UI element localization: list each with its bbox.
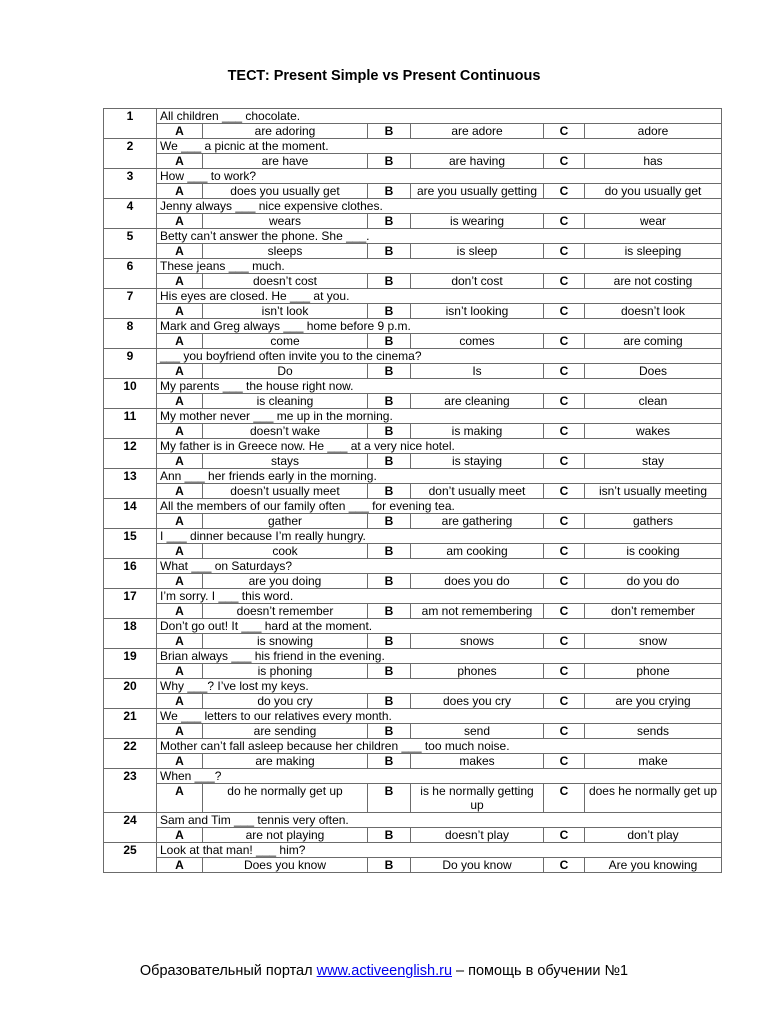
question-row: [104, 619, 722, 634]
options-row: [104, 274, 722, 289]
question-text: My father is in Greece now. He ___ at a very nice hotel.: [157, 439, 722, 454]
options-row: [104, 484, 722, 499]
question-text: We ___ a picnic at the moment.: [157, 139, 722, 154]
option-a: do he normally get up: [203, 784, 368, 813]
option-letter-c: C: [544, 154, 585, 169]
option-a: is cleaning: [203, 394, 368, 409]
options-row: [104, 694, 722, 709]
option-letter-b: B: [368, 454, 411, 469]
option-a: are sending: [203, 724, 368, 739]
option-letter-b: B: [368, 664, 411, 679]
question-text: What ___ on Saturdays?: [157, 559, 722, 574]
option-c: adore: [585, 124, 722, 139]
option-b: Is: [411, 364, 544, 379]
question-text: Don’t go out! It ___ hard at the moment.: [157, 619, 722, 634]
option-a: sleeps: [203, 244, 368, 259]
question-row: [104, 199, 722, 214]
option-c: is sleeping: [585, 244, 722, 259]
option-c: do you usually get: [585, 184, 722, 199]
question-row: [104, 529, 722, 544]
question-text: These jeans ___ much.: [157, 259, 722, 274]
question-number: 17: [104, 589, 157, 619]
options-row: [104, 424, 722, 439]
option-c: make: [585, 754, 722, 769]
option-a: is phoning: [203, 664, 368, 679]
options-row: [104, 634, 722, 649]
question-number: 22: [104, 739, 157, 769]
question-number: 16: [104, 559, 157, 589]
option-a: stays: [203, 454, 368, 469]
question-text: All children ___ chocolate.: [157, 109, 722, 124]
option-b: is sleep: [411, 244, 544, 259]
option-c: are coming: [585, 334, 722, 349]
option-a: doesn’t wake: [203, 424, 368, 439]
option-letter-b: B: [368, 858, 411, 873]
option-letter-c: C: [544, 424, 585, 439]
options-row: [104, 334, 722, 349]
option-letter-b: B: [368, 694, 411, 709]
option-letter-a: A: [157, 274, 203, 289]
option-letter-c: C: [544, 784, 585, 813]
option-c: sends: [585, 724, 722, 739]
question-text: His eyes are closed. He ___ at you.: [157, 289, 722, 304]
option-letter-b: B: [368, 124, 411, 139]
question-text: All the members of our family often ___ for evening tea.: [157, 499, 722, 514]
option-letter-c: C: [544, 858, 585, 873]
options-row: [104, 604, 722, 619]
question-row: [104, 349, 722, 364]
option-b: doesn’t play: [411, 828, 544, 843]
option-c: wear: [585, 214, 722, 229]
option-b: does you do: [411, 574, 544, 589]
option-letter-c: C: [544, 694, 585, 709]
question-number: 8: [104, 319, 157, 349]
option-letter-a: A: [157, 424, 203, 439]
option-letter-a: A: [157, 454, 203, 469]
question-number: 4: [104, 199, 157, 229]
options-row: [104, 154, 722, 169]
option-letter-b: B: [368, 154, 411, 169]
options-row: [104, 724, 722, 739]
option-letter-c: C: [544, 184, 585, 199]
option-c: are you crying: [585, 694, 722, 709]
option-b: is staying: [411, 454, 544, 469]
option-a: isn’t look: [203, 304, 368, 319]
option-letter-a: A: [157, 214, 203, 229]
question-text: Mother can’t fall asleep because her children ___ too much noise.: [157, 739, 722, 754]
footer: [0, 963, 768, 979]
question-number: 3: [104, 169, 157, 199]
option-b: phones: [411, 664, 544, 679]
option-a: are have: [203, 154, 368, 169]
footer-link[interactable]: www.activeenglish.ru: [316, 963, 453, 979]
question-number: 2: [104, 139, 157, 169]
option-b: is making: [411, 424, 544, 439]
option-letter-c: C: [544, 754, 585, 769]
question-text: Sam and Tim ___ tennis very often.: [157, 813, 722, 828]
option-letter-c: C: [544, 124, 585, 139]
option-b: is he normally getting up: [411, 784, 544, 813]
option-letter-a: A: [157, 184, 203, 199]
option-b: are you usually getting: [411, 184, 544, 199]
option-letter-a: A: [157, 334, 203, 349]
option-c: is cooking: [585, 544, 722, 559]
option-letter-a: A: [157, 544, 203, 559]
option-letter-c: C: [544, 634, 585, 649]
option-letter-a: A: [157, 828, 203, 843]
options-row: [104, 544, 722, 559]
question-text: Ann ___ her friends early in the morning.: [157, 469, 722, 484]
option-letter-c: C: [544, 214, 585, 229]
question-row: [104, 139, 722, 154]
question-row: [104, 439, 722, 454]
question-number: 5: [104, 229, 157, 259]
question-number: 1: [104, 109, 157, 139]
question-text: Why ___? I’ve lost my keys.: [157, 679, 722, 694]
option-c: wakes: [585, 424, 722, 439]
option-a: is snowing: [203, 634, 368, 649]
question-row: [104, 769, 722, 784]
question-text: My mother never ___ me up in the morning.: [157, 409, 722, 424]
option-b: are having: [411, 154, 544, 169]
options-row: [104, 784, 722, 813]
question-row: [104, 109, 722, 124]
option-letter-c: C: [544, 364, 585, 379]
option-a: doesn’t cost: [203, 274, 368, 289]
option-letter-a: A: [157, 694, 203, 709]
option-c: snow: [585, 634, 722, 649]
option-letter-b: B: [368, 754, 411, 769]
question-row: [104, 739, 722, 754]
option-letter-a: A: [157, 634, 203, 649]
question-row: [104, 469, 722, 484]
question-text: ___ you boyfriend often invite you to the cinema?: [157, 349, 722, 364]
question-row: [104, 319, 722, 334]
option-letter-b: B: [368, 634, 411, 649]
question-number: 13: [104, 469, 157, 499]
option-letter-b: B: [368, 394, 411, 409]
question-text: When ___?: [157, 769, 722, 784]
option-b: comes: [411, 334, 544, 349]
question-row: [104, 289, 722, 304]
option-letter-c: C: [544, 828, 585, 843]
option-a: do you cry: [203, 694, 368, 709]
question-number: 25: [104, 843, 157, 873]
option-c: has: [585, 154, 722, 169]
question-row: [104, 709, 722, 724]
option-letter-a: A: [157, 244, 203, 259]
option-letter-c: C: [544, 304, 585, 319]
question-text: We ___ letters to our relatives every month.: [157, 709, 722, 724]
options-row: [104, 514, 722, 529]
question-text: Mark and Greg always ___ home before 9 p.m.: [157, 319, 722, 334]
option-a: does you usually get: [203, 184, 368, 199]
option-b: don’t usually meet: [411, 484, 544, 499]
options-row: [104, 828, 722, 843]
question-row: [104, 679, 722, 694]
option-a: wears: [203, 214, 368, 229]
option-c: doesn’t look: [585, 304, 722, 319]
question-number: 21: [104, 709, 157, 739]
test-table: [103, 108, 722, 873]
option-a: cook: [203, 544, 368, 559]
option-letter-a: A: [157, 514, 203, 529]
option-c: isn’t usually meeting: [585, 484, 722, 499]
question-row: [104, 649, 722, 664]
option-c: clean: [585, 394, 722, 409]
option-letter-b: B: [368, 484, 411, 499]
option-a: Do: [203, 364, 368, 379]
option-letter-c: C: [544, 574, 585, 589]
option-c: stay: [585, 454, 722, 469]
option-letter-b: B: [368, 544, 411, 559]
option-b: don’t cost: [411, 274, 544, 289]
question-row: [104, 559, 722, 574]
question-text: Betty can’t answer the phone. She ___.: [157, 229, 722, 244]
question-number: 24: [104, 813, 157, 843]
option-letter-b: B: [368, 244, 411, 259]
option-b: makes: [411, 754, 544, 769]
option-letter-a: A: [157, 304, 203, 319]
question-row: [104, 589, 722, 604]
options-row: [104, 214, 722, 229]
option-letter-b: B: [368, 274, 411, 289]
question-row: [104, 813, 722, 828]
option-b: is wearing: [411, 214, 544, 229]
option-letter-a: A: [157, 124, 203, 139]
option-letter-c: C: [544, 514, 585, 529]
option-letter-b: B: [368, 214, 411, 229]
option-letter-b: B: [368, 304, 411, 319]
option-letter-c: C: [544, 664, 585, 679]
option-letter-b: B: [368, 604, 411, 619]
question-number: 9: [104, 349, 157, 379]
options-row: [104, 244, 722, 259]
question-number: 23: [104, 769, 157, 813]
question-number: 10: [104, 379, 157, 409]
option-b: Do you know: [411, 858, 544, 873]
option-a: doesn’t remember: [203, 604, 368, 619]
option-letter-c: C: [544, 274, 585, 289]
question-row: [104, 379, 722, 394]
option-letter-c: C: [544, 454, 585, 469]
question-number: 18: [104, 619, 157, 649]
page-title: ТЕСТ: Present Simple vs Present Continuous: [227, 68, 541, 84]
option-letter-b: B: [368, 784, 411, 813]
option-letter-c: C: [544, 604, 585, 619]
options-row: [104, 184, 722, 199]
options-row: [104, 454, 722, 469]
question-number: 15: [104, 529, 157, 559]
question-row: [104, 259, 722, 274]
question-row: [104, 499, 722, 514]
option-letter-b: B: [368, 724, 411, 739]
question-number: 11: [104, 409, 157, 439]
question-text: Look at that man! ___ him?: [157, 843, 722, 858]
option-letter-c: C: [544, 724, 585, 739]
option-letter-a: A: [157, 364, 203, 379]
options-row: [104, 304, 722, 319]
option-c: does he normally get up: [585, 784, 722, 813]
option-c: Does: [585, 364, 722, 379]
option-letter-a: A: [157, 724, 203, 739]
question-text: My parents ___ the house right now.: [157, 379, 722, 394]
option-a: doesn’t usually meet: [203, 484, 368, 499]
footer-suffix: – помощь в обучении №1: [452, 963, 629, 979]
option-letter-b: B: [368, 184, 411, 199]
option-letter-b: B: [368, 424, 411, 439]
question-number: 20: [104, 679, 157, 709]
option-letter-a: A: [157, 484, 203, 499]
options-row: [104, 754, 722, 769]
option-letter-a: A: [157, 754, 203, 769]
question-row: [104, 229, 722, 244]
option-a: gather: [203, 514, 368, 529]
option-letter-b: B: [368, 334, 411, 349]
option-letter-c: C: [544, 244, 585, 259]
option-c: phone: [585, 664, 722, 679]
option-a: are making: [203, 754, 368, 769]
question-number: 6: [104, 259, 157, 289]
question-number: 14: [104, 499, 157, 529]
option-letter-a: A: [157, 664, 203, 679]
option-b: snows: [411, 634, 544, 649]
option-letter-c: C: [544, 394, 585, 409]
question-text: I ___ dinner because I’m really hungry.: [157, 529, 722, 544]
option-b: am cooking: [411, 544, 544, 559]
option-letter-a: A: [157, 154, 203, 169]
question-row: [104, 169, 722, 184]
option-c: do you do: [585, 574, 722, 589]
options-row: [104, 574, 722, 589]
options-row: [104, 364, 722, 379]
option-b: are cleaning: [411, 394, 544, 409]
options-row: [104, 394, 722, 409]
option-letter-a: A: [157, 394, 203, 409]
question-number: 7: [104, 289, 157, 319]
option-letter-c: C: [544, 484, 585, 499]
option-a: Does you know: [203, 858, 368, 873]
option-c: don’t remember: [585, 604, 722, 619]
question-text: How ___ to work?: [157, 169, 722, 184]
question-row: [104, 409, 722, 424]
option-c: Are you knowing: [585, 858, 722, 873]
option-letter-c: C: [544, 334, 585, 349]
option-a: are adoring: [203, 124, 368, 139]
option-b: are adore: [411, 124, 544, 139]
option-letter-b: B: [368, 828, 411, 843]
option-b: isn’t looking: [411, 304, 544, 319]
option-letter-a: A: [157, 604, 203, 619]
option-letter-a: A: [157, 574, 203, 589]
option-c: are not costing: [585, 274, 722, 289]
question-text: I’m sorry. I ___ this word.: [157, 589, 722, 604]
option-b: are gathering: [411, 514, 544, 529]
option-letter-c: C: [544, 544, 585, 559]
question-row: [104, 843, 722, 858]
option-b: does you cry: [411, 694, 544, 709]
question-text: Brian always ___ his friend in the evening.: [157, 649, 722, 664]
option-b: send: [411, 724, 544, 739]
option-letter-a: A: [157, 858, 203, 873]
question-text: Jenny always ___ nice expensive clothes.: [157, 199, 722, 214]
option-letter-b: B: [368, 514, 411, 529]
option-a: are not playing: [203, 828, 368, 843]
option-c: gathers: [585, 514, 722, 529]
option-b: am not remembering: [411, 604, 544, 619]
option-a: come: [203, 334, 368, 349]
options-row: [104, 664, 722, 679]
option-letter-b: B: [368, 364, 411, 379]
option-letter-a: A: [157, 784, 203, 813]
question-number: 12: [104, 439, 157, 469]
footer-prefix: Образовательный портал: [139, 963, 317, 979]
option-letter-b: B: [368, 574, 411, 589]
option-c: don’t play: [585, 828, 722, 843]
option-a: are you doing: [203, 574, 368, 589]
options-row: [104, 124, 722, 139]
options-row: [104, 858, 722, 873]
question-number: 19: [104, 649, 157, 679]
